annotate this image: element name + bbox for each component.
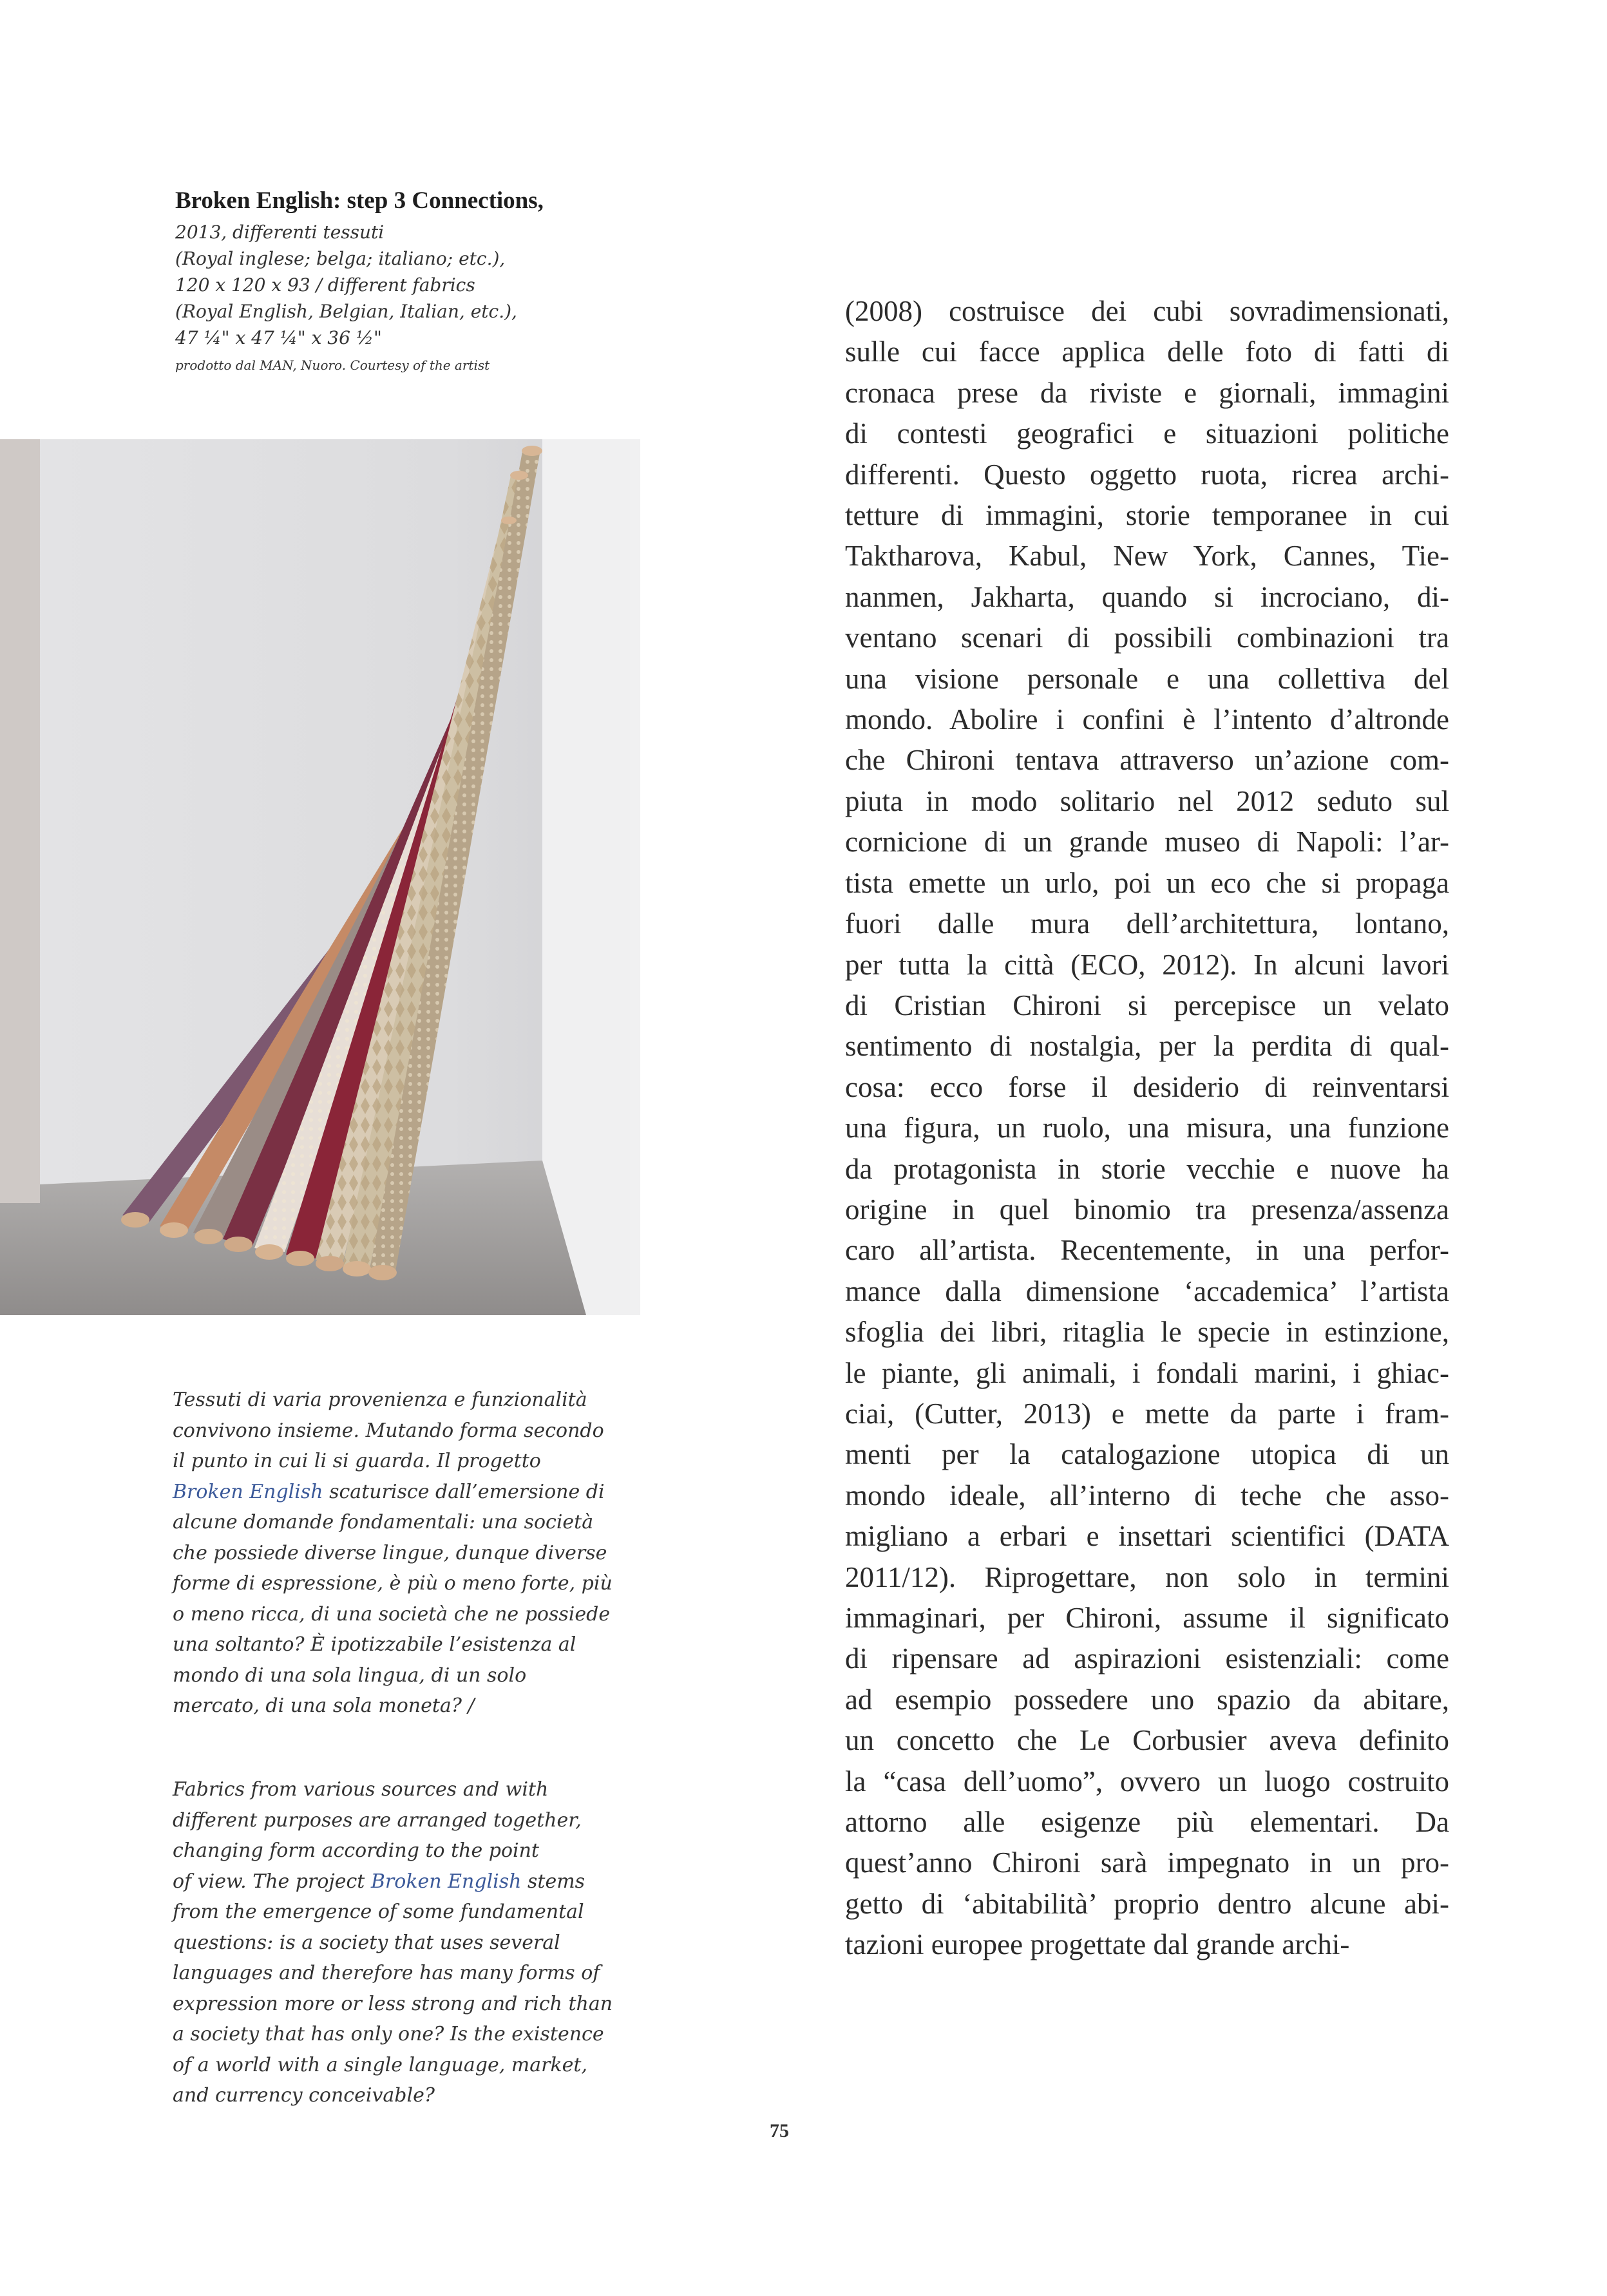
note-line-rest: scaturisce dall’emersione di: [323, 1480, 605, 1503]
note-line: languages and therefore has many forms of: [173, 1962, 600, 1984]
note-line: convivono insieme. Mutando forma secondo: [173, 1419, 604, 1442]
note-line-post: stems: [521, 1870, 585, 1893]
note-line: Tessuti di varia provenienza e funzionalità: [173, 1389, 587, 1411]
body-line: ventano scenari di possibili combinazioni tra: [845, 621, 1449, 654]
project-name-highlight: Broken English: [370, 1870, 522, 1893]
body-line: una figura, un ruolo, una misura, una funzione: [845, 1112, 1449, 1144]
body-line: migliano a erbari e insettari scientifici (DATA: [845, 1520, 1449, 1553]
fabric-rolls-image: [0, 439, 640, 1315]
note-line: Fabrics from various sources and with: [173, 1778, 549, 1801]
body-line: nanmen, Jakharta, quando si incrociano, di-: [845, 580, 1449, 613]
note-line: forme di espressione, è più o meno forte, più: [173, 1572, 613, 1595]
caption-line: 120 x 120 x 93 / different fabrics: [175, 274, 475, 296]
note-line: [173, 1477, 701, 1508]
body-line: caro all’artista. Recentemente, in una perfor-: [845, 1234, 1449, 1267]
note-line: different purposes are arranged together,: [173, 1808, 582, 1832]
note-english: [173, 1774, 701, 2111]
body-line: 2011/12). Riprogettare, non solo in termini: [845, 1561, 1449, 1593]
caption-line: 47 ¼" x 47 ¼" x 36 ½": [175, 327, 382, 348]
body-line: fuori dalle mura dell’architettura, lontano,: [845, 907, 1449, 940]
body-line: origine in quel binomio tra presenza/assenza: [845, 1193, 1449, 1226]
body-line: getto di ‘abitabilità’ proprio dentro alcune abi-: [845, 1887, 1449, 1920]
note-line: expression more or less strong and rich than: [173, 1992, 613, 2015]
note-line: and currency conceivable?: [173, 2084, 435, 2107]
body-line: di contesti geografici e situazioni politiche: [845, 417, 1449, 450]
note-line: of a world with a single language, market,: [173, 2053, 587, 2076]
body-line: piuta in modo solitario nel 2012 seduto sul: [845, 784, 1449, 817]
body-line: mondo. Abolire i confini è l’intento d’altronde: [845, 703, 1449, 736]
caption-credit: prodotto dal MAN, Nuoro. Courtesy of the artist: [175, 357, 490, 373]
body-line: di ripensare ad aspirazioni esistenziali: come: [845, 1642, 1449, 1675]
body-line: una visione personale e una collettiva del: [845, 662, 1449, 695]
page-number: 75: [770, 2120, 789, 2141]
note-line: a society that has only one? Is the existence: [173, 2023, 604, 2045]
note-line: mondo di una sola lingua, di un solo: [173, 1664, 527, 1687]
body-line: (2008) costruisce dei cubi sovradimensionati,: [845, 295, 1449, 327]
body-line: ciai, (Cutter, 2013) e mette da parte i fram-: [845, 1397, 1449, 1430]
artwork-title: Broken English: step 3 Connections,: [175, 187, 544, 214]
body-line: di Cristian Chironi si percepisce un velato: [845, 989, 1449, 1021]
note-line: changing form according to the point: [173, 1839, 539, 1862]
body-line: quest’anno Chironi sarà impegnato in un pro-: [845, 1846, 1449, 1879]
body-line: che Chironi tentava attraverso un’azione com-: [845, 744, 1449, 777]
article-body: [845, 291, 1449, 1966]
artwork-photo: [0, 439, 640, 1315]
note-line: il punto in cui li si guarda. Il progetto: [173, 1450, 541, 1472]
body-line: mance dalla dimensione ‘accademica’ l’artista: [845, 1275, 1449, 1307]
body-line: menti per la catalogazione utopica di un: [845, 1438, 1449, 1471]
body-line: attorno alle esigenze più elementari. Da: [845, 1806, 1449, 1839]
note-line: che possiede diverse lingue, dunque diverse: [173, 1541, 607, 1564]
note-line: alcune domande fondamentali: una società: [173, 1511, 594, 1533]
note-line: o meno ricca, di una società che ne possiede: [173, 1602, 611, 1626]
body-line: mondo ideale, all’interno di teche che asso-: [845, 1479, 1449, 1512]
body-line: tetture di immagini, storie temporanee in cui: [845, 499, 1449, 532]
body-line: cornicione di un grande museo di Napoli: l’ar-: [845, 826, 1449, 859]
body-line: un concetto che Le Corbusier aveva definito: [845, 1724, 1449, 1757]
note-line: questions: is a society that uses several: [173, 1931, 560, 1954]
body-line: le piante, gli animali, i fondali marini, i ghiac-: [845, 1356, 1449, 1389]
body-line: cronaca prese da riviste e giornali, immagini: [845, 376, 1449, 409]
body-line: la “casa dell’uomo”, ovvero un luogo costruito: [845, 1765, 1449, 1798]
body-line: ad esempio possedere uno spazio da abitare,: [845, 1683, 1449, 1716]
note-line-pre: of view. The project: [173, 1870, 371, 1893]
body-line: da protagonista in storie vecchie e nuove ha: [845, 1152, 1449, 1185]
note-line: [173, 1866, 701, 1897]
project-name-highlight: Broken English: [173, 1480, 323, 1503]
body-line: immaginari, per Chironi, assume il significato: [845, 1602, 1449, 1634]
body-line: cosa: ecco forse il desiderio di reinventarsi: [845, 1070, 1449, 1103]
body-line: Taktharova, Kabul, New York, Cannes, Tie-: [845, 540, 1449, 573]
caption-line: 2013, differenti tessuti: [175, 222, 385, 243]
artwork-caption: [175, 185, 639, 377]
caption-line: (Royal inglese; belga; italiano; etc.),: [175, 248, 506, 269]
body-line: tista emette un urlo, poi un eco che si propaga: [845, 866, 1449, 899]
body-line: sentimento di nostalgia, per la perdita di qual-: [845, 1030, 1449, 1063]
body-line: sfoglia dei libri, ritaglia le specie in estinzione,: [845, 1316, 1449, 1349]
body-line: sulle cui facce applica delle foto di fatti di: [845, 336, 1449, 368]
body-line: tazioni europee progettate dal grande archi-: [845, 1928, 1350, 1961]
note-line: una soltanto? È ipotizzabile l’esistenza al: [173, 1633, 576, 1656]
note-line: mercato, di una sola moneta? /: [173, 1694, 475, 1717]
body-line: differenti. Questo oggetto ruota, ricrea archi-: [845, 458, 1449, 491]
caption-line: (Royal English, Belgian, Italian, etc.),: [175, 301, 517, 322]
note-italian: [173, 1385, 701, 1722]
note-line: from the emergence of some fundamental: [173, 1901, 584, 1923]
body-line: per tutta la città (ECO, 2012). In alcuni lavori: [845, 948, 1449, 981]
